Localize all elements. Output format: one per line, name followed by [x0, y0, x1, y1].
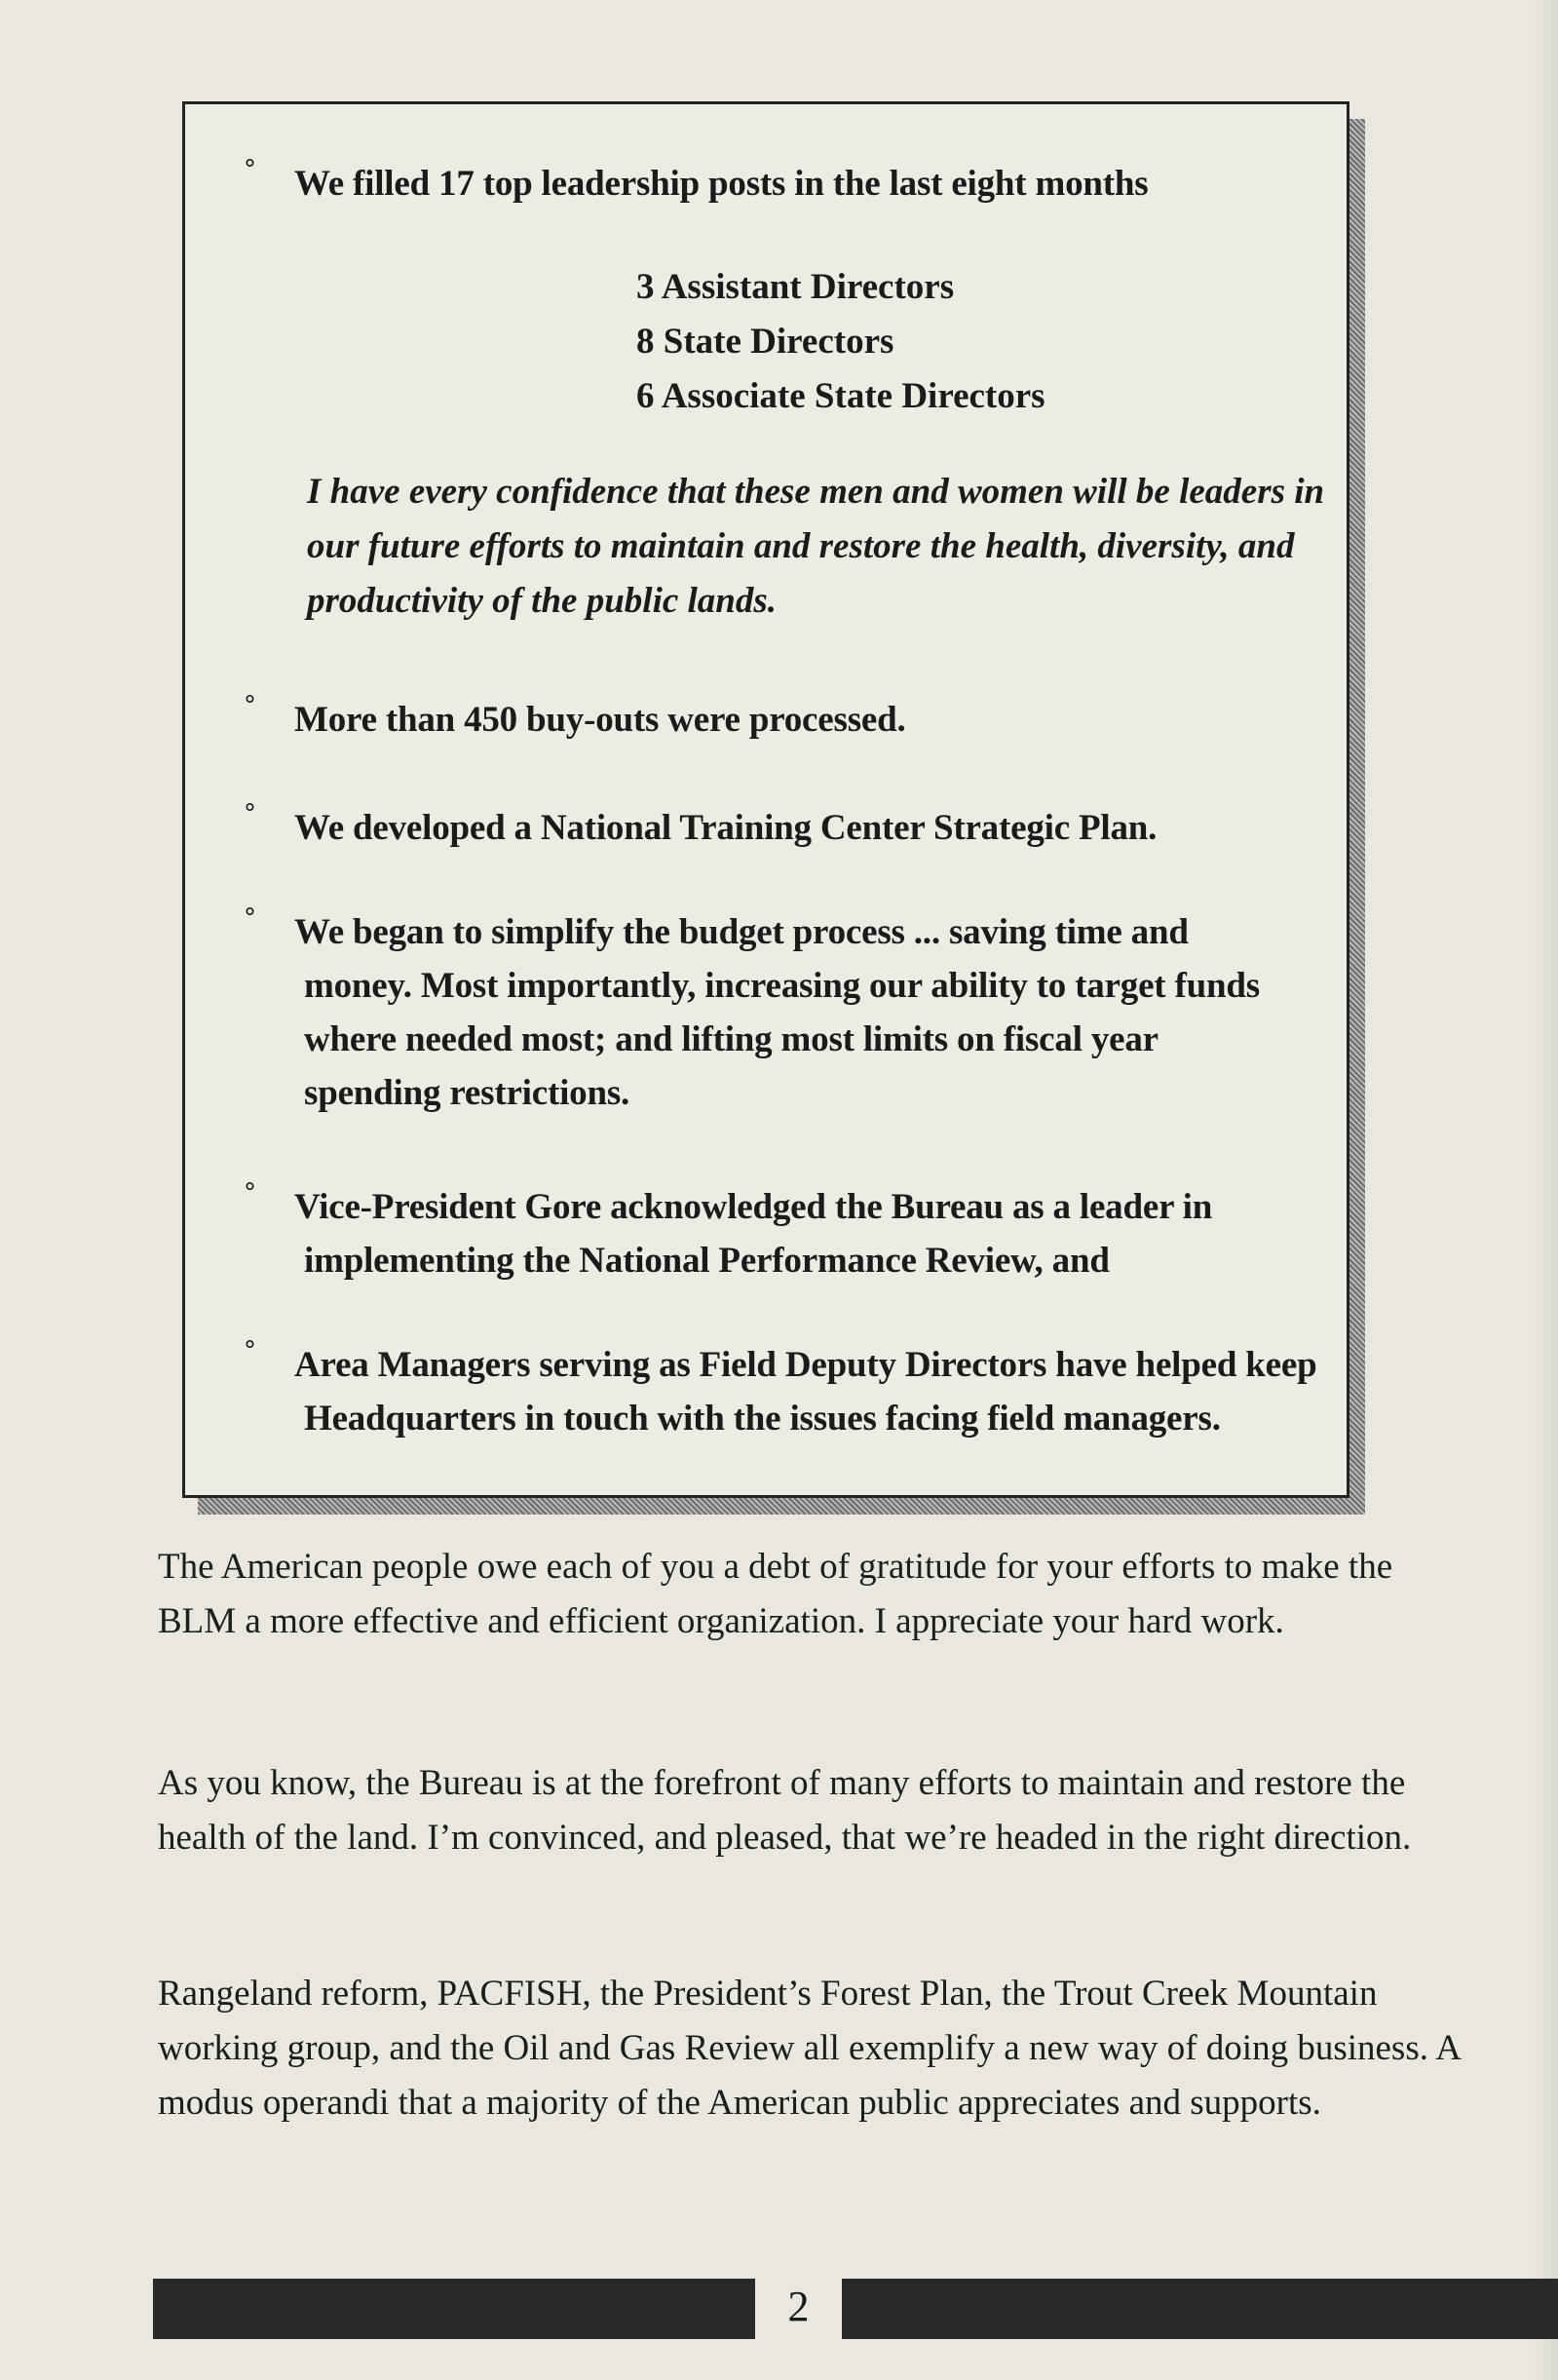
bullet-marker: °	[244, 1336, 256, 1365]
leadership-post-item: 8 State Directors	[636, 322, 894, 362]
paragraph-rangeland-reform: Rangeland reform, PACFISH, the President’s Forest Plan, the Trout Creek Mountain working group, and the Oil and Gas Review all exemplify a new way of doing business. A modus operandi that a majority of the American public appreciates and supports.	[158, 1974, 1460, 2123]
paragraph-forefront: As you know, the Bureau is at the forefront of many efforts to maintain and restore the health of the land. I’m convinced, and pleased, that we’re headed in the right direction.	[158, 1763, 1412, 1858]
bullet-marker: °	[244, 1178, 256, 1208]
leadership-post-item: 3 Assistant Directors	[636, 267, 955, 307]
bullet-text: We developed a National Training Center Strategic Plan.	[294, 808, 1158, 848]
footer-bar-right	[842, 2279, 1558, 2339]
leadership-posts-list	[636, 260, 1045, 424]
highlights-box	[182, 101, 1349, 1498]
bullet-text: We filled 17 top leadership posts in the last eight months	[294, 164, 1149, 204]
confidence-quote: I have every confidence that these men and women will be leaders in our future efforts to maintain and restore the health, diversity, and productivity of the public lands.	[307, 472, 1325, 621]
footer-bar-left	[153, 2279, 755, 2339]
bullet-text: Vice-President Gore acknowledged the Bureau as a leader in implementing the National Performance Review, and	[294, 1187, 1213, 1281]
bullet-text: More than 450 buy-outs were processed.	[294, 700, 906, 740]
paragraph-gratitude: The American people owe each of you a debt of gratitude for your efforts to make the BLM a more effective and efficient organization. I appreciate your hard work.	[158, 1547, 1393, 1641]
bullet-marker: °	[244, 799, 256, 828]
page-edge-shading	[1533, 0, 1558, 2380]
page-number: 2	[787, 2283, 810, 2330]
bullet-marker: °	[244, 155, 256, 184]
bullet-marker: °	[244, 903, 256, 933]
leadership-post-item: 6 Associate State Directors	[636, 376, 1045, 416]
bullet-text: We began to simplify the budget process ... saving time and money. Most importantly, increasing our ability to target funds where needed most; and lifting most limits on fiscal year spending restrictions.	[294, 912, 1260, 1113]
bullet-text: Area Managers serving as Field Deputy Directors have helped keep Headquarters in touch with the issues facing field managers.	[294, 1345, 1317, 1439]
bullet-marker: °	[244, 691, 256, 720]
